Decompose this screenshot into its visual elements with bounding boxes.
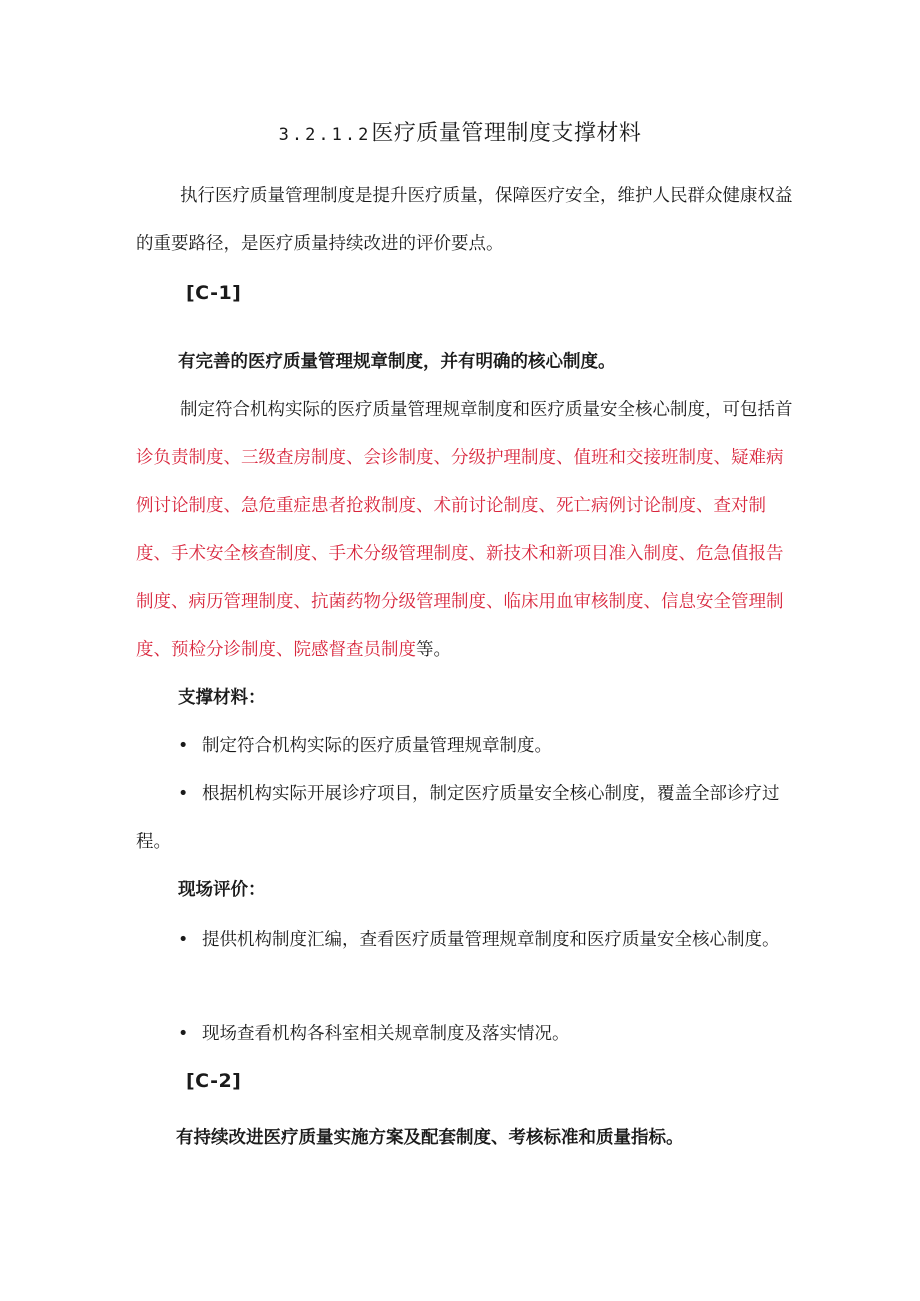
c1-heading: 有完善的医疗质量管理规章制度，并有明确的核心制度。 — [178, 352, 616, 372]
c1-core-systems-list: 诊负责制度、三级查房制度、会诊制度、分级护理制度、值班和交接班制度、疑难病例讨论制度、急危重症患者抢救制度、术前讨论制度、死亡病例讨论制度、查对制度、手术安全核查制度、手术分级管理制度、新技术和新项目准入制度、危急值报告制度、病历管理制度、抗菌药物分级管理制度、临床用血审核制度、信息安全管理制度、预检分诊制度、院感督查员制度 — [136, 448, 784, 660]
support-item — [136, 770, 796, 866]
section-tag-c2: [C-2] — [186, 1070, 242, 1092]
bullet-icon: • — [178, 784, 189, 804]
evaluation-item-text: 现场查看机构各科室相关规章制度及落实情况。 — [202, 1024, 570, 1044]
document-title — [0, 116, 920, 153]
bullet-icon: • — [178, 736, 189, 756]
c1-body — [136, 386, 796, 674]
bullet-icon: • — [178, 1024, 189, 1044]
evaluation-item — [136, 916, 796, 964]
c2-heading: 有持续改进医疗质量实施方案及配套制度、考核标准和质量指标。 — [176, 1128, 684, 1148]
support-item — [136, 722, 796, 770]
c1-body-end: 等。 — [416, 640, 451, 660]
title-number: 3.2.1.2 — [278, 125, 372, 145]
evaluation-item — [136, 1010, 796, 1058]
onsite-evaluation-label: 现场评价： — [178, 880, 266, 900]
c1-body-intro: 制定符合机构实际的医疗质量管理规章制度和医疗质量安全核心制度，可包括首 — [180, 400, 793, 420]
evaluation-item-text: 提供机构制度汇编，查看医疗质量管理规章制度和医疗质量安全核心制度。 — [202, 930, 780, 950]
support-item-text: 根据机构实际开展诊疗项目，制定医疗质量安全核心制度，覆盖全部诊疗过程。 — [136, 784, 780, 852]
support-materials-label: 支撑材料： — [178, 688, 266, 708]
bullet-icon: • — [178, 930, 189, 950]
intro-paragraph: 执行医疗质量管理制度是提升医疗质量，保障医疗安全，维护人民群众健康权益的重要路径，是医疗质量持续改进的评价要点。 — [136, 186, 793, 254]
section-tag-c1: [C-1] — [186, 282, 242, 304]
support-item-text: 制定符合机构实际的医疗质量管理规章制度。 — [202, 736, 552, 756]
title-text: 医疗质量管理制度支撑材料 — [371, 121, 642, 146]
